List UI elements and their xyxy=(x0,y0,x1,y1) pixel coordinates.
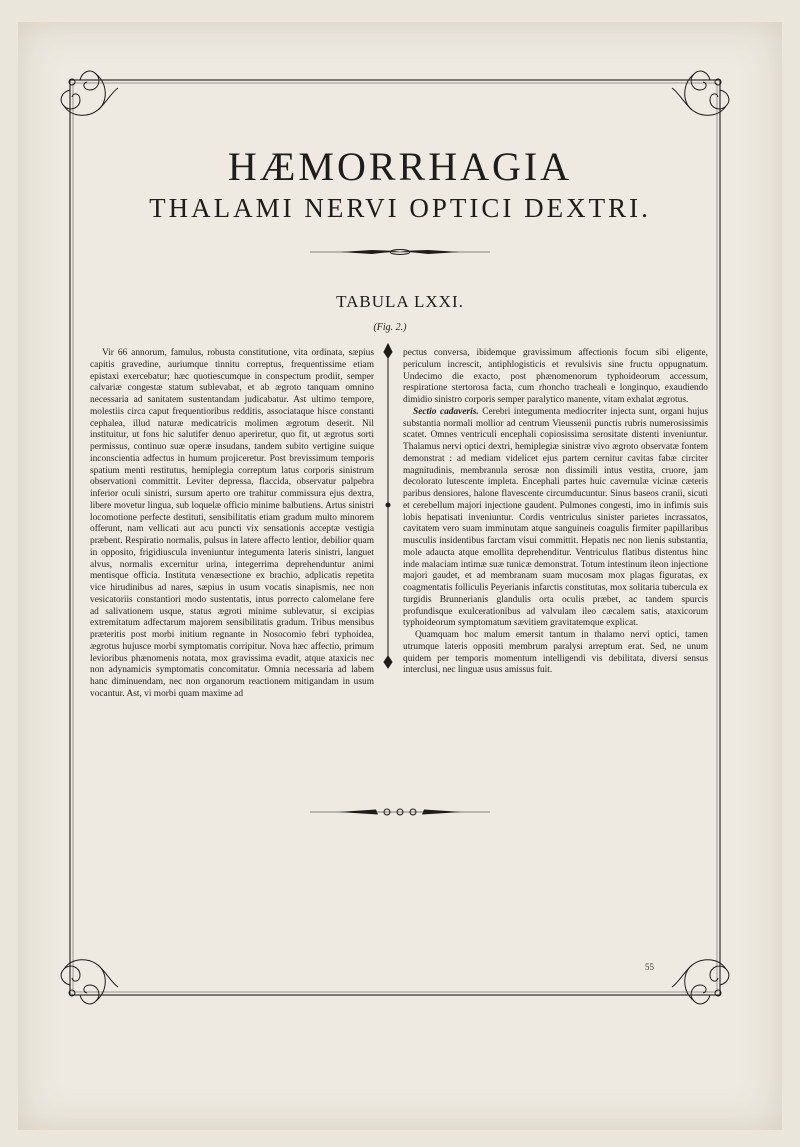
autopsy-paragraph xyxy=(403,407,708,630)
page-subtitle: THALAMI NERVI OPTICI DEXTRI. xyxy=(149,193,651,223)
title-divider xyxy=(310,250,490,255)
column-separator xyxy=(384,344,392,668)
plate-label: TABULA LXXI. xyxy=(336,292,464,311)
text-column-left xyxy=(90,348,374,701)
page-title: HÆMORRHAGIA xyxy=(227,144,573,189)
autopsy-heading: Sectio cadaveris. xyxy=(413,406,479,417)
text-column-right xyxy=(403,348,708,677)
case-continuation-paragraph: pectus conversa, ibidemque gravissimum affectionis focum sibi eligente, periculum increscit, antiphlogisticis et revulsivis sine fructu oppugnatum. Undecimo die exacto, post phænomenorum typhoideorum accessum, respiratione stertorosa facta, cum rhoncho tracheali e longinquo, exaudiendo dimidio sinistro corporis semper paralytico manente, vitam exhalat ægrotus. xyxy=(403,348,708,405)
bottom-divider xyxy=(310,809,490,815)
page-number: 55 xyxy=(645,962,654,972)
case-history-paragraph: Vir 66 annorum, famulus, robusta constitutione, vita ordinata, sæpius capitis gravedine, auriumque tinnitu correptus, frequentissime etiam epistaxi exercebatur; hæc quotiescumque in conspectum prodiit, semper calvariæ congestæ statum sublevabat, et ab ægroto tanquam omnino necessaria ad sanitatem sustentandam judicabatur. Ast ultimo tempore, molestiis circa caput frequentioribus redditis, associataque hisce constanti cephalea, illud naturæ medicatricis molimen ægrotum deserit. Nil instituitur, ut fons hic salutifer denuo aperiretur, quo fit, ut ægrotus sorti permissus, continuo suæ operæ insudans, tandem subito vertigine suique inconscientia adfectus in humum projiceretur. Post brevissimum temporis spatium menti restitutus, hemiplegia correptum latus corporis sinistrum observationi committit. Leviter depressa, flaccida, observatur palpebra inferior oculi sinistri, sursum aperto ore trahitur commissura ejus dextra, libere movetur lingua, sub loquelæ officio minime balbutiens. Artus sinistri locomotione perfecte destituti, sensibilitatis etiam gradum multo minorem offerunt, nam vellicati aut acu puncti vix sensationis acceptæ vestigia præbent. Respiratio normalis, pulsus in latere affecto lentior, debilior quam in opposito, frigidiuscula inveniuntur integumenta lateris sinistri, languet alvus, normalis excernitur urina, integerrima deprehenduntur animi mentisque officia. Instituta venæsectione ex brachio, adplicatis repetita vice hirudinibus ad nares, sæpius in usum vocatis sinapismis, nec non vesicatoriis constantiori modo sustentatis, intus porrecto calomelane fere ad salivationem usque, status ægroti minime sublevatur, si excipias extremitatum adfectarum majorem sensibilitatis gradum. Tribus mensibus præteritis post morbi initium regnante in Nosocomio febri typhoidea, ægrotus hujusce morbi symptomatis corripitur. Nova hæc affectio, primum levioribus phænomenis notata, mox gravissima evadit, atque ataxicis nec non adynamicis symptomatis concomitatur. Omnia necessaria ad labem hanc diminuendam, nec non organorum reactionem mitigandam in usum vocantur. Ast, vi morbi quam maxime ad xyxy=(90,348,374,699)
figure-reference: (Fig. 2.) xyxy=(373,322,407,333)
conclusion-paragraph: Quamquam hoc malum emersit tantum in thalamo nervi optici, tamen utrumque lateris oppositi membrum paralysi arreptum erat. Sed, ne unum quidem per temporis momentum intelligendi vis debilitata, diversi sensus interclusi, nec linguæ usus amissus fuit. xyxy=(403,630,708,676)
autopsy-text: Cerebri integumenta mediocriter injecta sunt, organi hujus substantia normali mollior ad centrum Vieussenii punctis rubris numerosissimis scatet. Omnes ventriculi encephali copiosissima serositate distenti inveniuntur. Thalamus nervi optici dextri, hemiplegiæ sinistræ vivo ægroto observatæ fontem demonstrat : ad mediam videlicet ejus partem cernitur cavitas fabæ circiter magnitudinis, membranula serosæ non dissimili intus vestita, cruore, jam decolorato lutescente impleta. Encephali partes huic cavernulæ vicinæ cæteris paribus densiores, halone flavescente circumducuntur. Sinus baseos cranii, sicuti et cerebellum majori injectione gaudent. Pulmones congesti, imo in infimis suis lobis hepatisati inveniuntur. Cordis ventriculus sinister parietes incrassatos, cavitatem vero suam imminutam atque sanguineis coagulis firmiter papillaribus musculis insidentibus farctam visui committit. Hepatis nec non lienis substantia, mole adaucta atque emollita deprehenditur. Ventriculus flatibus distentus hinc inde malaciam intimæ suæ tunicæ demonstrat. Totum intestinum ileon injectione majori gaudet, et ad membranam suam mucosam mox plagas figuratas, ex coagmentatis folliculis Peyerianis infarctis constitutas, mox solitaria tubercula ex turgidis Brunnerianis glandulis orta oculis præbet, ac tandem spurcis profundisque exulcerationibus ad valvulam ileo cæcalem satis, ataxicorum typhoideorum symptomatum sævitiem gravitatemque explicat. xyxy=(403,406,708,629)
